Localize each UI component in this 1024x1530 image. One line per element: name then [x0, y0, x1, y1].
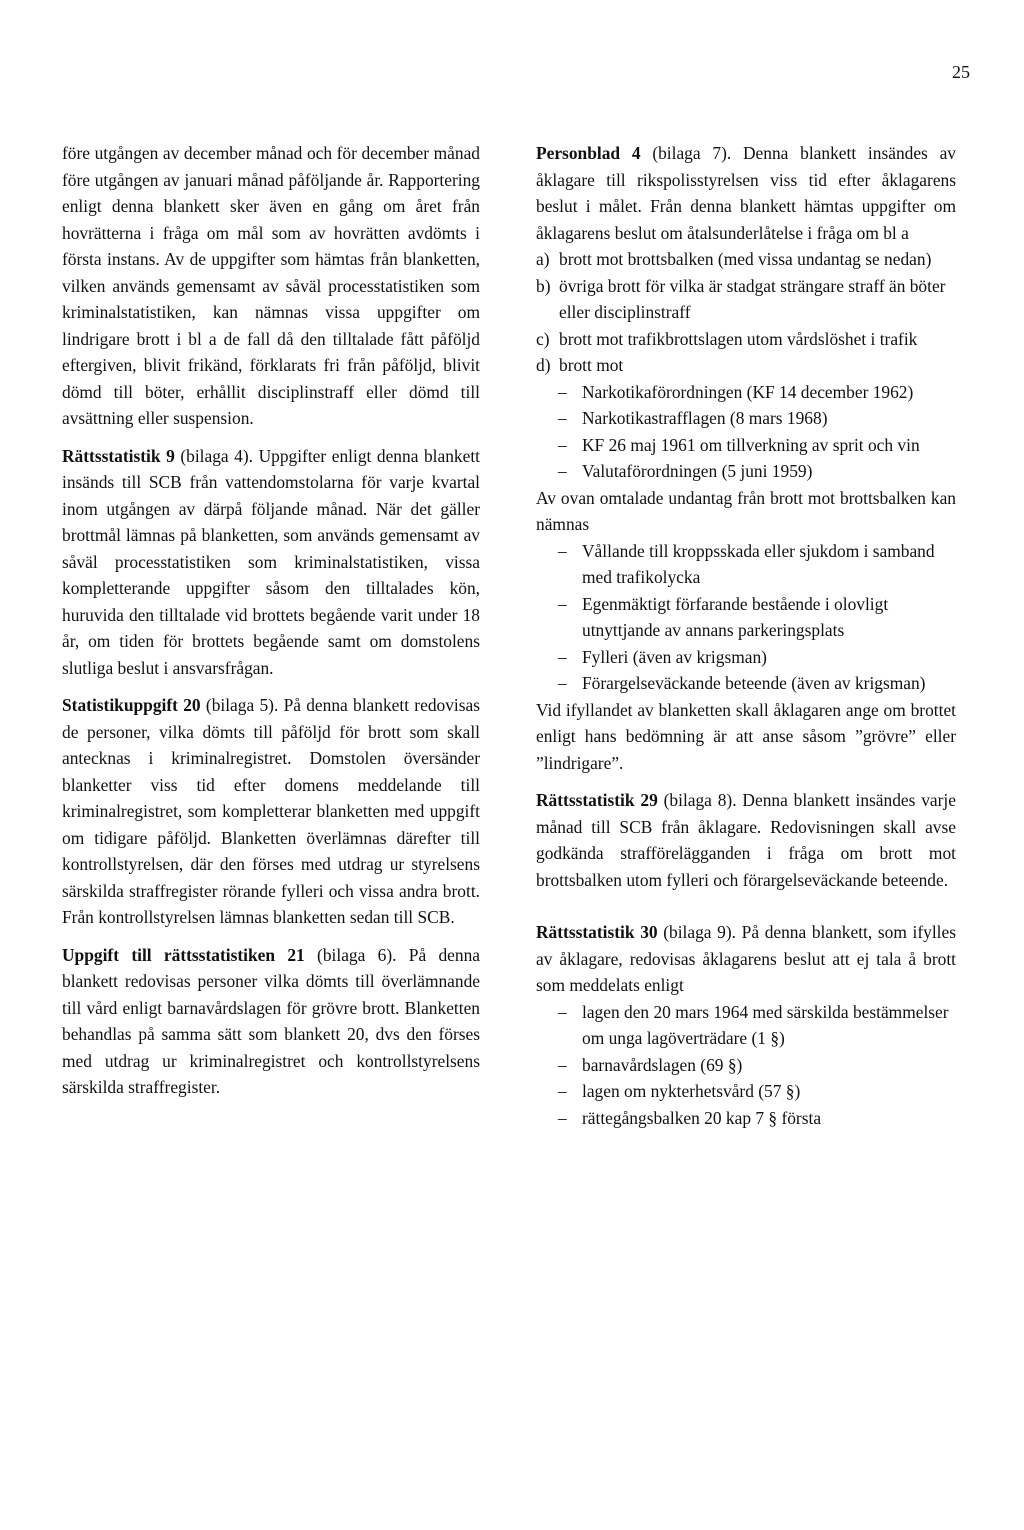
dash-marker: –	[558, 408, 567, 428]
list-marker: d)	[536, 355, 551, 375]
law-item-text: rättegångsbalken 20 kap 7 § första	[582, 1107, 822, 1128]
paragraph-rattsstatistik-30	[536, 919, 956, 999]
list-item-b	[536, 273, 956, 326]
heading-uppgift-21: Uppgift till rättsstatistiken 21	[62, 944, 305, 965]
exception-text: Förargelseväckande beteende (även av krigsman)	[582, 673, 926, 693]
dash-marker: –	[558, 434, 567, 455]
text-uppgift-21: (bilaga 6). På denna blankett redovisas personer vilka dömts till överlämnande till vård enligt barnavårdslagen för grövre brott. Blanketten behandlas på samma sätt som blankett 20, dvs den förses med utdrag ur kriminalregistret och kontrollstyrelsens särskilda straffregister.	[62, 944, 481, 1097]
exception-text: Fylleri (även av krigsman)	[582, 646, 767, 667]
paragraph-personblad-4	[536, 140, 956, 246]
exception-text: Egenmäktigt förfarande bestående i olovligt utnyttjande av annans parkeringsplats	[582, 593, 889, 640]
list-item-text: brott mot brottsbalken (med vissa undantag se nedan)	[559, 249, 932, 269]
paragraph-rattsstatistik-29	[536, 787, 956, 893]
text-statistikuppgift-20: (bilaga 5). På denna blankett redovisas de personer, vilka dömts till påföljd för brott som skall antecknas i kriminalregistret. Domstolen översänder blanketter viss tid efter domens meddelande till kriminalregistret, som kompletterar blanketten med uppgift om tidigare påföljd. Blanketten överlämnas därefter till kontrollstyrelsen, där den förses med utdrag ur styrelsens särskilda straffregister rörande fylleri och vissa andra brott. Från kontrollstyrelsen lämnas blanketten sedan till SCB.	[62, 695, 480, 927]
text-rattsstatistik-9: (bilaga 4). Uppgifter enligt denna blankett insänds till SCB från vattendomstolarna för varje kvartal inom utgången av därpå följande månad. När det gäller brottmål lämnas på blanketten, som används gemensamt av såväl processtatistiken som kriminalstatistiken, vissa kompletterande uppgifter såsom den tilltalades kön, huruvida den tilltalade vid brottets begående varit under 18 år, om tiden för brottets begående samt om domstolens slutliga beslut i ansvarsfrågan.	[62, 445, 480, 678]
dash-marker: –	[558, 461, 567, 481]
sub-item-narkotikastrafflagen	[558, 405, 956, 432]
paragraph-rattsstatistik-9	[62, 443, 480, 682]
sub-item-text: Valutaförordningen (5 juni 1959)	[582, 461, 813, 481]
list-item-text: brott mot	[559, 355, 624, 375]
right-column	[536, 140, 956, 1131]
sub-item-text: KF 26 maj 1961 om tillverkning av sprit och vin	[582, 434, 920, 455]
heading-rattsstatistik-29: Rättsstatistik 29	[536, 790, 658, 810]
sub-item-text: Narkotikastrafflagen (8 mars 1968)	[582, 408, 828, 428]
paragraph-undantag: Av ovan omtalade undantag från brott mot brottsbalken kan nämnas	[536, 487, 956, 534]
exception-vallande	[558, 538, 956, 591]
list-item-a	[536, 246, 956, 273]
heading-rattsstatistik-9: Rättsstatistik 9	[62, 445, 175, 466]
exception-text: Vållande till kroppsskada eller sjukdom i samband med trafikolycka	[582, 540, 935, 587]
heading-statistikuppgift-20: Statistikuppgift 20	[62, 695, 201, 715]
list-marker: a)	[536, 249, 550, 269]
dash-marker: –	[558, 381, 567, 402]
page-number: 25	[952, 62, 970, 82]
text-rattsstatistik-29: (bilaga 8). Denna blankett insändes varje månad till SCB från åklagare. Redovisningen skall avse godkända strafförelägganden i fråga om brott mot brottsbalken utom fylleri och förargelseväckande beteende.	[536, 790, 956, 890]
dash-marker: –	[558, 1081, 567, 1101]
list-marker: b)	[536, 275, 551, 296]
list-item-c	[536, 326, 956, 353]
sub-item-kf-sprit	[558, 432, 956, 459]
law-item-text: lagen om nykterhetsvård (57 §)	[582, 1081, 801, 1101]
law-item-text: lagen den 20 mars 1964 med särskilda bestämmelser om unga lagöverträdare (1 §)	[582, 1001, 949, 1048]
heading-rattsstatistik-30: Rättsstatistik 30	[536, 922, 658, 942]
heading-personblad-4: Personblad 4	[536, 143, 641, 163]
exception-forargelse	[558, 670, 956, 697]
law-item-barnavardslagen	[558, 1052, 956, 1079]
sub-item-valutaforordningen	[558, 458, 956, 485]
left-column	[62, 140, 480, 1101]
dash-marker: –	[558, 673, 567, 693]
sub-item-text: Narkotikaförordningen (KF 14 december 1962)	[582, 381, 914, 402]
exception-egenmaktigt	[558, 591, 956, 644]
law-item-nykterhetsvard	[558, 1078, 956, 1105]
law-item-rattegangsbalken	[558, 1105, 956, 1132]
text-rattsstatistik-30: (bilaga 9). På denna blankett, som ifylles av åklagare, redovisas åklagarens beslut att ej tala å brott som meddelats enligt	[536, 922, 956, 995]
dash-marker: –	[558, 593, 567, 614]
dash-marker: –	[558, 1001, 567, 1022]
list-marker: c)	[536, 328, 550, 349]
text-personblad-4: (bilaga 7). Denna blankett insändes av åklagare till rikspolisstyrelsen viss tid efter åklagarens beslut i målet. Från denna blankett hämtas uppgifter om åklagarens beslut om åtalsunderlåtelse i fråga om bl a	[536, 143, 957, 243]
list-item-text: brott mot trafikbrottslagen utom vårdslöshet i trafik	[559, 328, 918, 349]
dash-marker: –	[558, 540, 567, 561]
sub-item-narkotikaforordningen	[558, 379, 956, 406]
dash-marker: –	[558, 1054, 567, 1075]
paragraph-uppgift-21	[62, 942, 480, 1101]
dash-marker: –	[558, 646, 567, 667]
paragraph-statistikuppgift-20	[62, 692, 480, 931]
paragraph-ifyllandet: Vid ifyllandet av blanketten skall åklagaren ange om brottet enligt hans bedömning är att anse såsom ”grövre” eller ”lindrigare”.	[536, 699, 956, 773]
law-item-lagen-1964	[558, 999, 956, 1052]
exception-fylleri	[558, 644, 956, 671]
law-item-text: barnavårdslagen (69 §)	[582, 1054, 743, 1075]
list-item-text: övriga brott för vilka är stadgat strängare straff än böter eller disciplinstraff	[559, 275, 946, 322]
list-item-d	[536, 352, 956, 379]
dash-marker: –	[558, 1107, 567, 1128]
paragraph-hovratt-reporting: före utgången av december månad och för december månad före utgången av januari månad påföljande år. Rapportering enligt denna blankett sker även en gång om året från hovrätterna i fråga om mål som av hovrätten avdömts i första instans. Av de uppgifter som hämtas från blanketten, vilken används gemensamt av såväl processtatistiken som kriminalstatistiken, kan nämnas vissa uppgifter om lindrigare brott i bl a de fall då den tilltalade fått påföljd eftergiven, blivit frikänd, förklarats fri från påföljd, blivit dömd till böter, erhållit disciplinstraff eller dömd till avsättning eller suspension.	[62, 143, 480, 428]
